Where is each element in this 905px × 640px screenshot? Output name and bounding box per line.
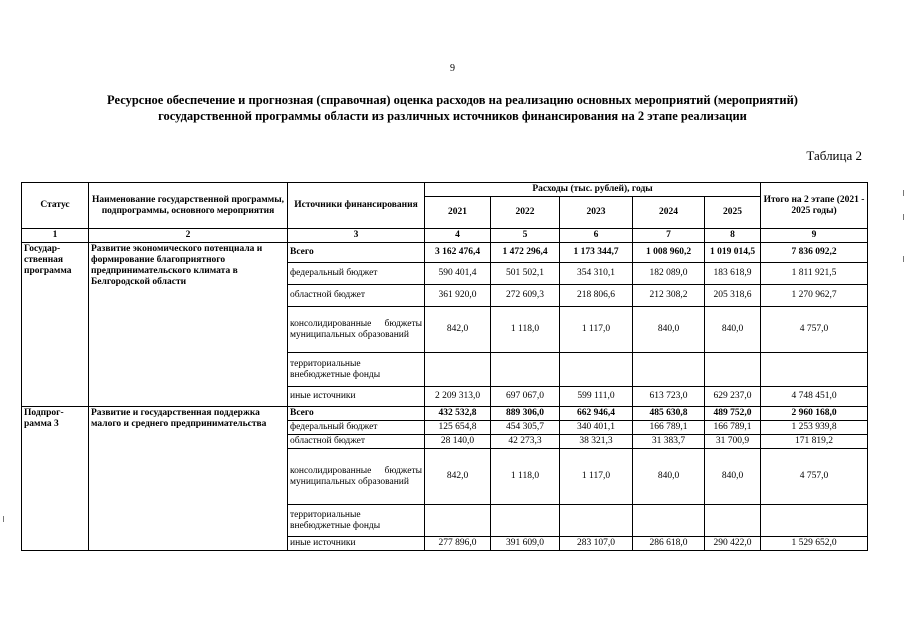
- header-year: 2022: [491, 197, 560, 229]
- status-cell: Подпрог- рамма 3: [22, 407, 89, 551]
- col-number: 6: [560, 229, 633, 243]
- document-title: [20, 92, 885, 124]
- total-cell: 1 253 939,8: [761, 421, 868, 435]
- value-cell: 277 896,0: [425, 537, 491, 551]
- header-year: 2021: [425, 197, 491, 229]
- value-cell: 31 383,7: [633, 435, 705, 449]
- value-cell: 182 089,0: [633, 263, 705, 285]
- header-expenses: Расходы (тыс. рублей), годы: [425, 183, 761, 197]
- value-cell: 361 920,0: [425, 285, 491, 307]
- source-cell: федеральный бюджет: [288, 421, 425, 435]
- value-cell: 205 318,6: [705, 285, 761, 307]
- header-year: 2025: [705, 197, 761, 229]
- source-cell: федеральный бюджет: [288, 263, 425, 285]
- total-cell: 1 270 962,7: [761, 285, 868, 307]
- total-cell: 171 819,2: [761, 435, 868, 449]
- header-name: Наименование государственной программы, подпрограммы, основного мероприятия: [89, 183, 288, 229]
- value-cell: 1 173 344,7: [560, 243, 633, 263]
- value-cell: 1 472 296,4: [491, 243, 560, 263]
- value-cell: [425, 505, 491, 537]
- col-number: 4: [425, 229, 491, 243]
- value-cell: 340 401,1: [560, 421, 633, 435]
- value-cell: 283 107,0: [560, 537, 633, 551]
- value-cell: 842,0: [425, 449, 491, 505]
- source-cell: Всего: [288, 243, 425, 263]
- program-name-cell: Развитие экономического потенциала и формирование благоприятного предпринимательского климата в Белгородской области: [89, 243, 288, 407]
- value-cell: [705, 505, 761, 537]
- total-cell: 7 836 092,2: [761, 243, 868, 263]
- value-cell: 272 609,3: [491, 285, 560, 307]
- col-number: 2: [89, 229, 288, 243]
- source-cell: областной бюджет: [288, 435, 425, 449]
- value-cell: 697 067,0: [491, 387, 560, 407]
- financing-table: [21, 182, 868, 551]
- value-cell: 31 700,9: [705, 435, 761, 449]
- value-cell: 1 117,0: [560, 449, 633, 505]
- scan-mark: [903, 214, 904, 220]
- value-cell: 218 806,6: [560, 285, 633, 307]
- scan-mark: [903, 190, 904, 196]
- source-cell: территориальные внебюджетные фонды: [288, 353, 425, 387]
- value-cell: 613 723,0: [633, 387, 705, 407]
- col-number: 5: [491, 229, 560, 243]
- total-cell: 1 529 652,0: [761, 537, 868, 551]
- value-cell: 3 162 476,4: [425, 243, 491, 263]
- source-cell: иные источники: [288, 387, 425, 407]
- value-cell: 166 789,1: [705, 421, 761, 435]
- value-cell: 1 019 014,5: [705, 243, 761, 263]
- header-year: 2024: [633, 197, 705, 229]
- total-cell: 2 960 168,0: [761, 407, 868, 421]
- table-row: [22, 243, 868, 263]
- status-cell: Государ- ственная программа: [22, 243, 89, 407]
- value-cell: 1 118,0: [491, 307, 560, 353]
- header-status: Статус: [22, 183, 89, 229]
- header-sources: Источники финансирования: [288, 183, 425, 229]
- value-cell: 590 401,4: [425, 263, 491, 285]
- value-cell: 840,0: [705, 449, 761, 505]
- value-cell: 2 209 313,0: [425, 387, 491, 407]
- value-cell: 485 630,8: [633, 407, 705, 421]
- value-cell: 212 308,2: [633, 285, 705, 307]
- title-line-1: Ресурсное обеспечение и прогнозная (справочная) оценка расходов на реализацию основных мероприятий (мероприятий): [107, 93, 798, 107]
- value-cell: 842,0: [425, 307, 491, 353]
- program-name-cell: Развитие и государственная поддержка малого и среднего предпринимательства: [89, 407, 288, 551]
- value-cell: 166 789,1: [633, 421, 705, 435]
- total-cell: [761, 505, 868, 537]
- header-total: Итого на 2 этапе (2021 - 2025 годы): [761, 183, 868, 229]
- header-year: 2023: [560, 197, 633, 229]
- value-cell: [560, 353, 633, 387]
- value-cell: [560, 505, 633, 537]
- col-number: 1: [22, 229, 89, 243]
- source-cell: консолидированные бюджеты муниципальных образований: [288, 449, 425, 505]
- source-cell: иные источники: [288, 537, 425, 551]
- value-cell: 391 609,0: [491, 537, 560, 551]
- value-cell: 454 305,7: [491, 421, 560, 435]
- value-cell: 599 111,0: [560, 387, 633, 407]
- col-number: 8: [705, 229, 761, 243]
- value-cell: 42 273,3: [491, 435, 560, 449]
- value-cell: 183 618,9: [705, 263, 761, 285]
- source-cell: консолидированные бюджеты муниципальных образований: [288, 307, 425, 353]
- value-cell: 840,0: [633, 307, 705, 353]
- total-cell: 1 811 921,5: [761, 263, 868, 285]
- value-cell: 629 237,0: [705, 387, 761, 407]
- value-cell: 1 118,0: [491, 449, 560, 505]
- value-cell: [633, 505, 705, 537]
- value-cell: [633, 353, 705, 387]
- value-cell: 1 117,0: [560, 307, 633, 353]
- value-cell: 28 140,0: [425, 435, 491, 449]
- total-cell: 4 757,0: [761, 307, 868, 353]
- source-cell: территориальные внебюджетные фонды: [288, 505, 425, 537]
- value-cell: 432 532,8: [425, 407, 491, 421]
- page-number: 9: [450, 63, 455, 74]
- total-cell: 4 757,0: [761, 449, 868, 505]
- source-cell: Всего: [288, 407, 425, 421]
- col-number: 9: [761, 229, 868, 243]
- value-cell: [491, 353, 560, 387]
- value-cell: 290 422,0: [705, 537, 761, 551]
- scan-mark: [3, 516, 4, 522]
- scan-mark: [903, 256, 904, 262]
- value-cell: 38 321,3: [560, 435, 633, 449]
- value-cell: 125 654,8: [425, 421, 491, 435]
- col-number: 7: [633, 229, 705, 243]
- value-cell: 489 752,0: [705, 407, 761, 421]
- value-cell: 1 008 960,2: [633, 243, 705, 263]
- table-row: [22, 407, 868, 421]
- value-cell: 889 306,0: [491, 407, 560, 421]
- value-cell: 840,0: [705, 307, 761, 353]
- col-number: 3: [288, 229, 425, 243]
- value-cell: 354 310,1: [560, 263, 633, 285]
- value-cell: [705, 353, 761, 387]
- title-line-2: государственной программы области из различных источников финансирования на 2 этапе реализации: [158, 109, 747, 123]
- value-cell: [491, 505, 560, 537]
- value-cell: 662 946,4: [560, 407, 633, 421]
- source-cell: областной бюджет: [288, 285, 425, 307]
- value-cell: [425, 353, 491, 387]
- value-cell: 501 502,1: [491, 263, 560, 285]
- table-caption: Таблица 2: [806, 148, 862, 163]
- total-cell: [761, 353, 868, 387]
- value-cell: 840,0: [633, 449, 705, 505]
- total-cell: 4 748 451,0: [761, 387, 868, 407]
- value-cell: 286 618,0: [633, 537, 705, 551]
